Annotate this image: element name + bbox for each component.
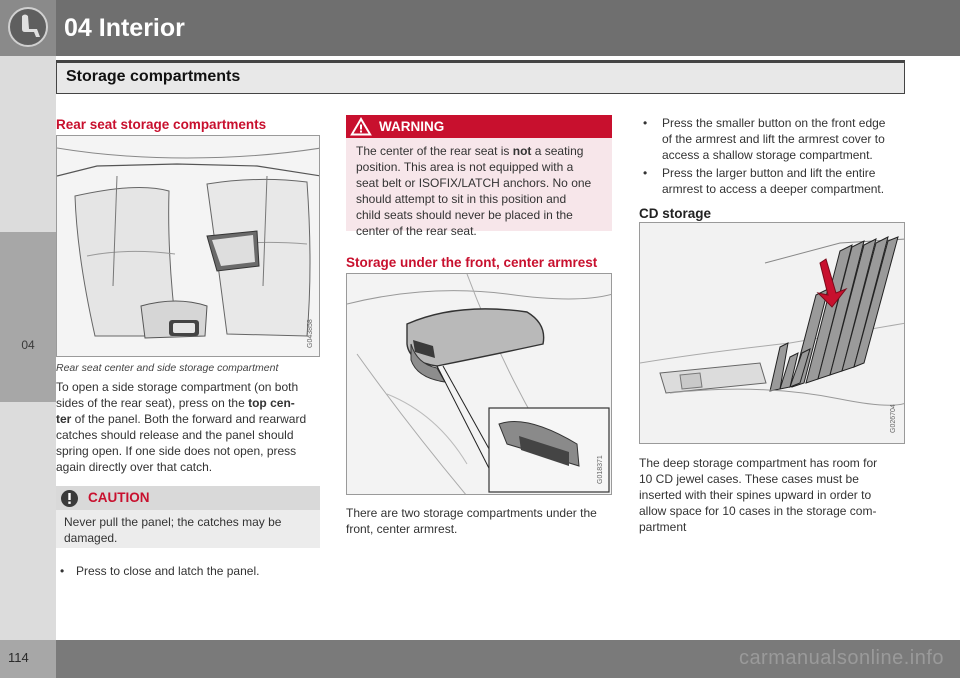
seat-icon [7, 6, 49, 48]
rear-seat-figure [56, 135, 320, 357]
figure-caption: Rear seat center and side storage compartment [56, 362, 279, 374]
list-item: • Press the smaller button on the front edge of the armrest and lift the armrest cover to access a shallow storage compartment. [643, 116, 886, 162]
armrest-illustration [347, 274, 612, 495]
caution-title: CAUTION [88, 490, 150, 505]
warning-title: WARNING [379, 119, 445, 134]
figure-code: G026704 [890, 404, 897, 433]
cd-storage-figure [639, 222, 905, 444]
cd-storage-paragraph: The deep storage compartment has room for 10 CD jewel cases. These cases must be inserted with their spines upward in order to allow space for 10 cases in the storage com- partment [639, 456, 878, 534]
caution-text: Never pull the panel; the catches may be damaged. [64, 515, 282, 545]
section-header [56, 60, 905, 94]
chapter-title: 04 Interior [64, 14, 185, 42]
warning-header [346, 115, 612, 138]
chapter-tab [0, 232, 56, 402]
armrest-figure [346, 273, 612, 495]
watermark: carmanualsonline.info [738, 647, 944, 669]
figure-code: G018371 [597, 455, 604, 484]
rear-seat-paragraph: To open a side storage compartment (on both sides of the rear seat), press on the top cen- ter of the panel. Both the forward and rearward catches should release and the panel should spring open. If one side does not open, press again directly over that catch. [56, 380, 307, 474]
page-number: 114 [8, 650, 29, 665]
left-rail [0, 56, 56, 640]
bullet-dot-icon: • [643, 166, 648, 180]
caution-box [56, 486, 320, 548]
list-item: • Press to close and latch the panel. [60, 564, 260, 578]
cd-storage-heading: CD storage [639, 206, 712, 221]
warning-triangle-icon [350, 117, 372, 136]
chapter-tab-label: 04 [21, 338, 35, 352]
caution-header [56, 486, 320, 510]
rear-seat-illustration [57, 136, 320, 357]
warning-box [346, 115, 612, 238]
bullet-dot-icon: • [643, 116, 648, 130]
armrest-paragraph: There are two storage compartments under the front, center armrest. [346, 506, 597, 536]
chapter-icon-box [0, 0, 56, 56]
figure-code: G043858 [307, 319, 314, 348]
cd-storage-illustration [640, 223, 905, 444]
warning-text: The center of the rear seat is not a seating position. This area is not equipped with a seat belt or ISOFIX/LATCH anchors. No one should attempt to sit in this position and child seats should never be placed in the center of the rear seat. [356, 144, 592, 238]
list-item: • Press the larger button and lift the entire armrest to access a deeper compartment. [643, 166, 885, 196]
section-title: Storage compartments [66, 68, 241, 85]
caution-exclamation-icon [60, 489, 79, 508]
bullet-dot-icon: • [60, 564, 65, 578]
rear-seat-heading: Rear seat storage compartments [56, 117, 267, 132]
armrest-heading: Storage under the front, center armrest [346, 255, 598, 270]
